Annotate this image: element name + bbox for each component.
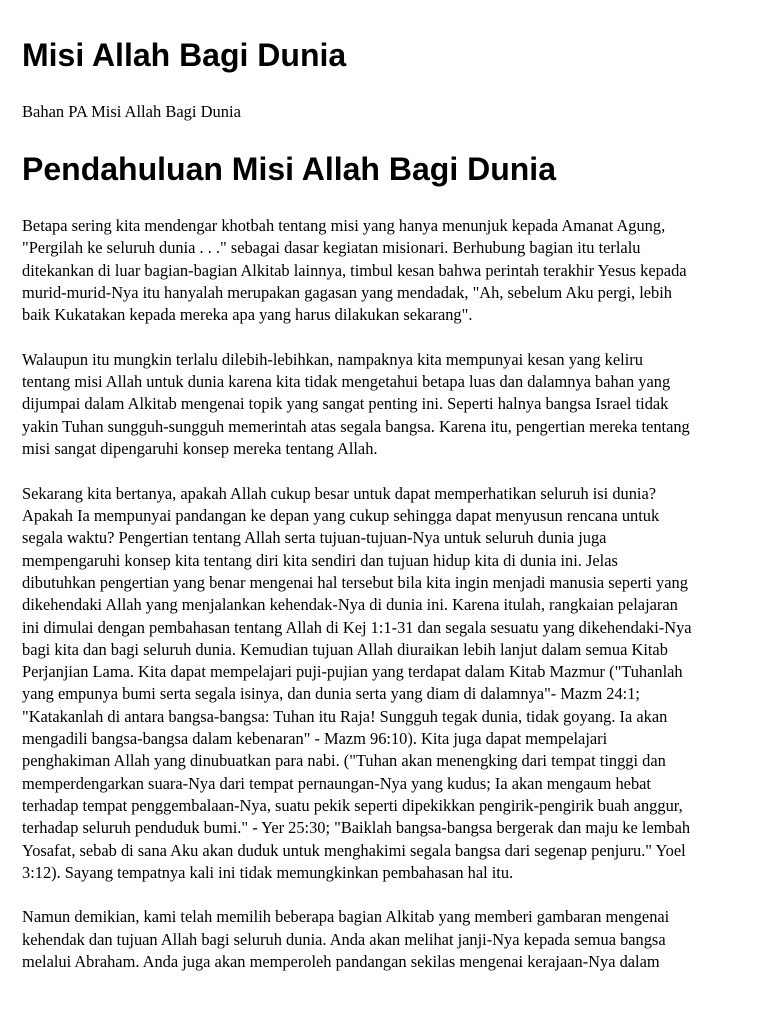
text-line: Betapa sering kita mendengar khotbah tentang misi yang hanya menunjuk kepada Amanat Agung, bbox=[22, 216, 666, 235]
text-line: "Katakanlah di antara bangsa-bangsa: Tuhan itu Raja! Sungguh tegak dunia, tidak goyang. Ia akan bbox=[22, 706, 668, 726]
text-line: dijumpai dalam Alkitab mengenai topik yang sangat penting ini. Seperti halnya bangsa Israel tidak bbox=[22, 394, 669, 414]
article-body bbox=[22, 215, 748, 996]
section-heading: Pendahuluan Misi Allah Bagi Dunia bbox=[22, 151, 556, 187]
text-line: Yosafat, sebab di sana Aku akan duduk untuk menghakimi segala bangsa dari segenap penjuru." Yoel bbox=[22, 840, 686, 860]
text-line: yang empunya bumi serta segala isinya, dan dunia serta yang diam di dalamnya"- Mazm 24:1; bbox=[22, 684, 640, 704]
text-line: penghakiman Allah yang dinubuatkan para nabi. ("Tuhan akan menengking dari tempat tinggi dan bbox=[22, 751, 666, 771]
text-line: kehendak dan tujuan Allah bagi seluruh dunia. Anda akan melihat janji-Nya kepada semua bangsa bbox=[22, 929, 666, 949]
text-line: ini dimulai dengan pembahasan tentang Allah di Kej 1:1-31 dan segala sesuatu yang dikehendaki-Nya bbox=[22, 617, 692, 637]
text-line: Namun demikian, kami telah memilih beberapa bagian Alkitab yang memberi gambaran mengenai bbox=[22, 907, 670, 927]
paragraph-3 bbox=[22, 483, 748, 884]
text-line: yakin Tuhan sungguh-sungguh memerintah atas segala bangsa. Karena itu, pengertian mereka tentang bbox=[22, 416, 690, 436]
text-line: mengadili bangsa-bangsa dalam kebenaran" - Mazm 96:10). Kita juga dapat mempelajari bbox=[22, 729, 608, 749]
text-line: Sekarang kita bertanya, apakah Allah cukup besar untuk dapat memperhatikan seluruh isi dunia? bbox=[22, 483, 657, 503]
text-line: Perjanjian Lama. Kita dapat mempelajari puji-pujian yang terdapat dalam Kitab Mazmur ("Tuhanlah bbox=[22, 662, 683, 682]
page-title: Misi Allah Bagi Dunia bbox=[22, 37, 347, 73]
text-line: "Pergilah ke seluruh dunia . . ." sebagai dasar kegiatan misionari. Berhubung bagian itu terlalu bbox=[22, 238, 641, 258]
text-line: dibutuhkan pengertian yang benar mengenai hal tersebut bila kita ingin menjadi manusia seperti yang bbox=[22, 572, 688, 592]
text-line: melalui Abraham. Anda juga akan memperoleh pandangan sekilas mengenai kerajaan-Nya dalam bbox=[22, 952, 660, 972]
text-line: bagi kita dan bagi seluruh dunia. Kemudian tujuan Allah diuraikan lebih lanjut dalam semua Kitab bbox=[22, 639, 668, 659]
text-line: tentang misi Allah untuk dunia karena kita tidak mengetahui betapa luas dan dalamnya bahan yang bbox=[22, 372, 671, 392]
text-line: terhadap seluruh penduduk bumi." - Yer 25:30; "Baiklah bangsa-bangsa bergerak dan maju ke lembah bbox=[22, 818, 691, 838]
text-line: mempengaruhi konsep kita tentang diri kita sendiri dan tujuan hidup kita di dunia ini. Jelas bbox=[22, 550, 618, 570]
paragraph-2 bbox=[22, 349, 748, 460]
text-line: baik Kukatakan kepada mereka apa yang harus dilakukan sekarang". bbox=[22, 305, 473, 325]
paragraph-1 bbox=[22, 215, 748, 326]
text-line: Walaupun itu mungkin terlalu dilebih-lebihkan, nampaknya kita mempunyai kesan yang keliru bbox=[22, 349, 643, 369]
text-line: terhadap tempat penggembalaan-Nya, suatu pekik seperti dipekikkan pengirik-pengirik buah anggur, bbox=[22, 795, 683, 815]
text-line: dikehendaki Allah yang menjalankan kehendak-Nya di dunia ini. Karena itulah, rangkaian pelajaran bbox=[22, 595, 678, 615]
text-line: misi sangat dipengaruhi konsep mereka tentang Allah. bbox=[22, 439, 378, 459]
text-line: Apakah Ia mempunyai pandangan ke depan yang cukup sehingga dapat menyusun rencana untuk bbox=[22, 506, 660, 526]
text-line: 3:12). Sayang tempatnya kali ini tidak memungkinkan pembahasan hal itu. bbox=[22, 862, 514, 882]
text-line: memperdengarkan suara-Nya dari tempat pernaungan-Nya yang kudus; Ia akan mengaum hebat bbox=[22, 773, 651, 793]
text-line: segala waktu? Pengertian tentang Allah serta tujuan-tujuan-Nya untuk seluruh dunia juga bbox=[22, 528, 607, 548]
text-line: murid-murid-Nya itu hanyalah merupakan gagasan yang mendadak, "Ah, sebelum Aku pergi, lebih bbox=[22, 282, 672, 302]
paragraph-4 bbox=[22, 906, 748, 973]
page-subtitle: Bahan PA Misi Allah Bagi Dunia bbox=[22, 102, 241, 121]
text-line: ditekankan di luar bagian-bagian Alkitab lainnya, timbul kesan bahwa perintah terakhir Yesus kepada bbox=[22, 260, 687, 280]
